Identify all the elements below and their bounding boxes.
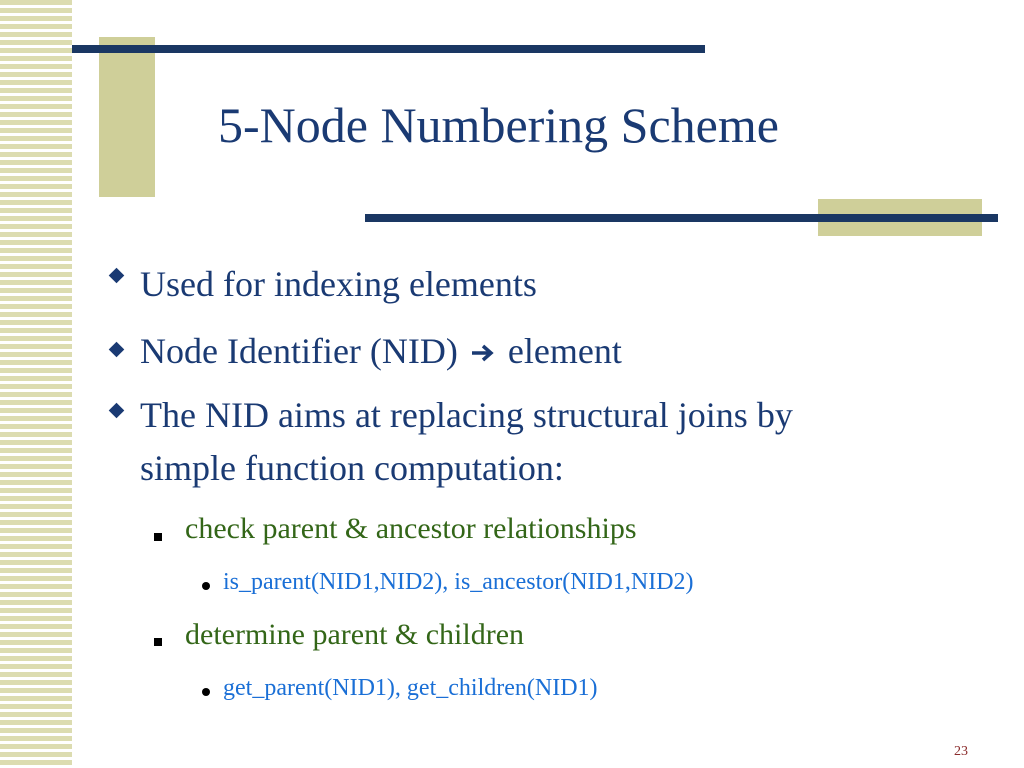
diamond-bullet-icon — [109, 268, 125, 284]
bullet-item: Used for indexing elements — [140, 264, 537, 304]
diamond-bullet-icon — [109, 403, 125, 419]
dot-bullet-icon — [202, 688, 210, 696]
page-number: 23 — [954, 744, 968, 759]
bullet-item-text: element — [507, 331, 622, 371]
bullet-item-text: Node Identifier (NID) — [140, 331, 458, 371]
sub-sub-bullet-item: get_parent(NID1), get_children(NID1) — [223, 675, 598, 701]
square-bullet-icon — [154, 533, 162, 541]
sub-bullet-item: determine parent & children — [185, 618, 525, 651]
dot-bullet-icon — [202, 582, 210, 590]
sub-sub-bullet-item: is_parent(NID1,NID2), is_ancestor(NID1,NID2) — [223, 569, 694, 595]
bullet-item: The NID aims at replacing structural joins by — [140, 395, 793, 435]
square-bullet-icon — [154, 638, 162, 646]
sub-bullet-item: check parent & ancestor relationships — [185, 512, 637, 545]
bullet-item-continuation: simple function computation: — [140, 448, 564, 488]
right-arrow-icon — [471, 343, 495, 363]
bullet-item — [140, 330, 622, 372]
diamond-bullet-icon — [109, 342, 125, 358]
slide-title: 5-Node Numbering Scheme — [218, 97, 779, 153]
